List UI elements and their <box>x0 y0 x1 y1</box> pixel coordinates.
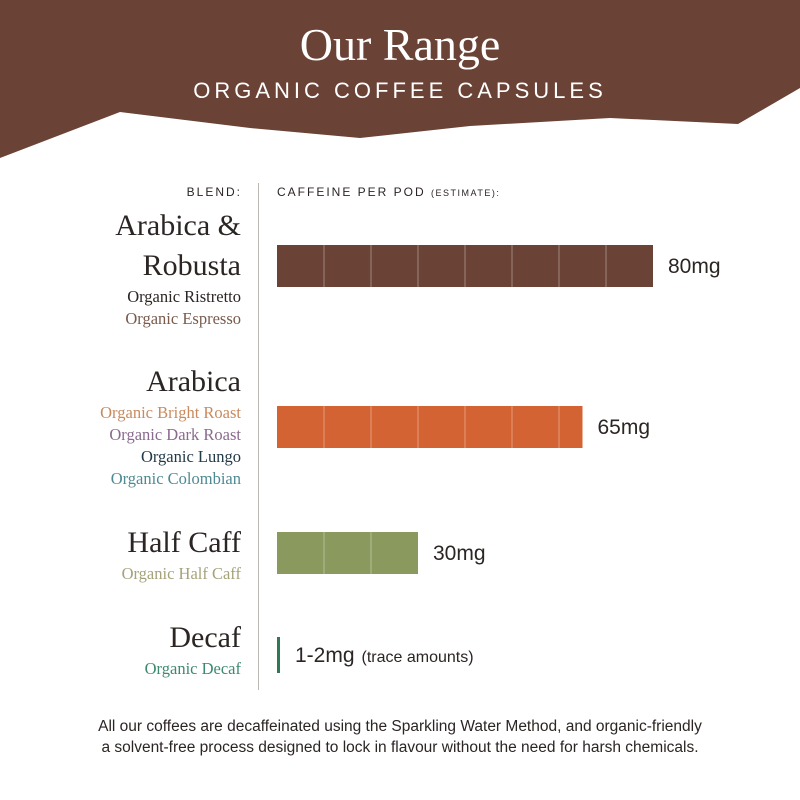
footnote <box>0 716 800 758</box>
product-organic-colombian: Organic Colombian <box>110 469 241 488</box>
product-organic-dark-roast: Organic Dark Roast <box>109 425 241 444</box>
blend-name-line: Half Caff <box>127 526 241 559</box>
value-label-text: 65mg <box>597 416 651 439</box>
blend-name-line: Arabica & <box>115 209 241 242</box>
value-label <box>668 255 721 278</box>
caffeine-header-label: CAFFEINE PER POD <box>277 185 426 199</box>
product-organic-ristretto: Organic Ristretto <box>127 287 241 306</box>
product-organic-lungo: Organic Lungo <box>140 447 241 466</box>
value-label-text: 80mg <box>668 255 721 278</box>
value-label <box>433 542 486 565</box>
blend-column-header: BLEND: <box>186 185 242 199</box>
bar-half-caff <box>277 532 418 574</box>
footnote-line: All our coffees are decaffeinated using the Sparkling Water Method, and organic-friendly <box>98 718 702 735</box>
product-organic-decaf: Organic Decaf <box>144 659 241 678</box>
product-organic-half-caff: Organic Half Caff <box>121 564 241 583</box>
page-title: Our Range <box>299 19 501 70</box>
product-organic-bright-roast: Organic Bright Roast <box>100 403 241 422</box>
value-label <box>295 644 474 667</box>
blend-name-line: Robusta <box>142 249 241 282</box>
bar-arabica <box>277 406 583 448</box>
bar-group-arabica-robusta <box>277 245 721 287</box>
value-label-text: 1-2mg <box>295 644 355 667</box>
blend-name-line: Arabica <box>146 365 241 398</box>
product-organic-espresso: Organic Espresso <box>125 309 241 328</box>
bar-decaf <box>277 637 280 673</box>
footnote-line: a solvent-free process designed to lock in flavour without the need for harsh chemicals. <box>101 739 699 756</box>
value-label <box>598 416 651 439</box>
bar-group-half-caff <box>277 532 486 574</box>
bar-group-decaf <box>277 637 474 673</box>
caffeine-header-note: (ESTIMATE): <box>431 188 501 198</box>
blend-name-line: Decaf <box>169 621 241 654</box>
value-note: (trace amounts) <box>361 649 474 666</box>
bar-group-arabica <box>277 406 650 448</box>
value-label-text: 30mg <box>433 542 486 565</box>
page-subtitle: ORGANIC COFFEE CAPSULES <box>193 78 607 103</box>
